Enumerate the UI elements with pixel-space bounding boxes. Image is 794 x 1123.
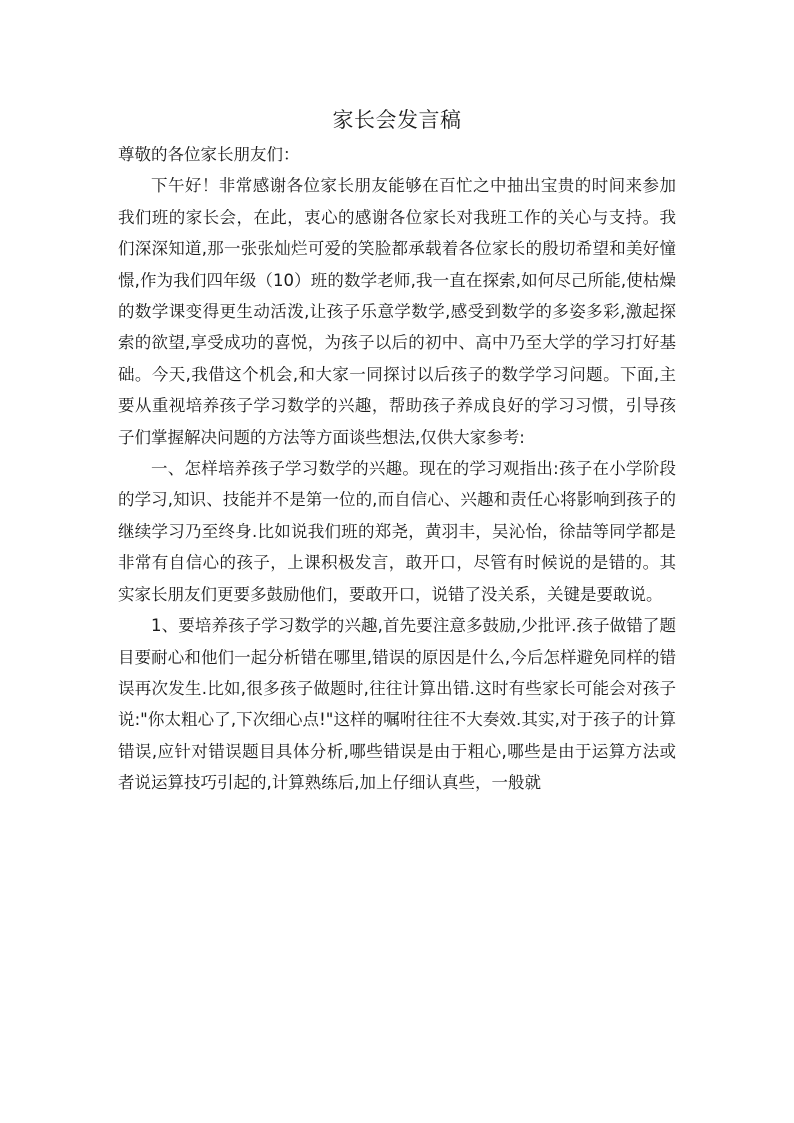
paragraph-point-one: 1、要培养孩子学习数学的兴趣,首先要注意多鼓励,少批评.孩子做错了题目要耐心和他们一起分析错在哪里,错误的原因是什么,今后怎样避免同样的错误再次发生.比如,很多孩子做题时,往往计算出错.这时有些家长可能会对孩子说:"你太粗心了,下次细心点!"这样的嘱咐往往不大奏效.其实,对于孩子的计算错误,应针对错误题目具体分析,哪些错误是由于粗心,哪些是由于运算方法或者说运算技巧引起的,计算熟练后,加上仔细认真些，一般就 [118,616,676,793]
paragraph-greeting: 下午好！非常感谢各位家长朋友能够在百忙之中抽出宝贵的时间来参加我们班的家长会，在此，衷心的感谢各位家长对我班工作的关心与支持。我们深深知道,那一张张灿烂可爱的笑脸都承载着各位家长的殷切希望和美好憧憬,作为我们四年级（10）班的数学老师,我一直在探索,如何尽己所能,使枯燥的数学课变得更生动活泼,让孩子乐意学数学,感受到数学的多姿多彩,激起探索的欲望,享受成功的喜悦，为孩子以后的初中、高中乃至大学的学习打好基础。今天,我借这个机会,和大家一同探讨以后孩子的数学学习问题。下面,主要从重视培养孩子学习数学的兴趣，帮助孩子养成良好的学习习惯，引导孩子们掌握解决问题的方法等方面谈些想法,仅供大家参考: [118,176,676,447]
paragraph-section-one: 一、怎样培养孩子学习数学的兴趣。现在的学习观指出:孩子在小学阶段的学习,知识、技能并不是第一位的,而自信心、兴趣和责任心将影响到孩子的继续学习乃至终身.比如说我们班的郑尧，黄羽丰，吴沁怡，徐喆等同学都是非常有自信心的孩子，上课积极发言，敢开口，尽管有时候说的是错的。其实家长朋友们更要多鼓励他们，要敢开口，说错了没关系，关键是要敢说。 [118,459,676,604]
salutation: 尊敬的各位家长朋友们： [118,145,300,164]
document-title: 家长会发言稿 [332,108,462,132]
document-body [118,139,676,799]
